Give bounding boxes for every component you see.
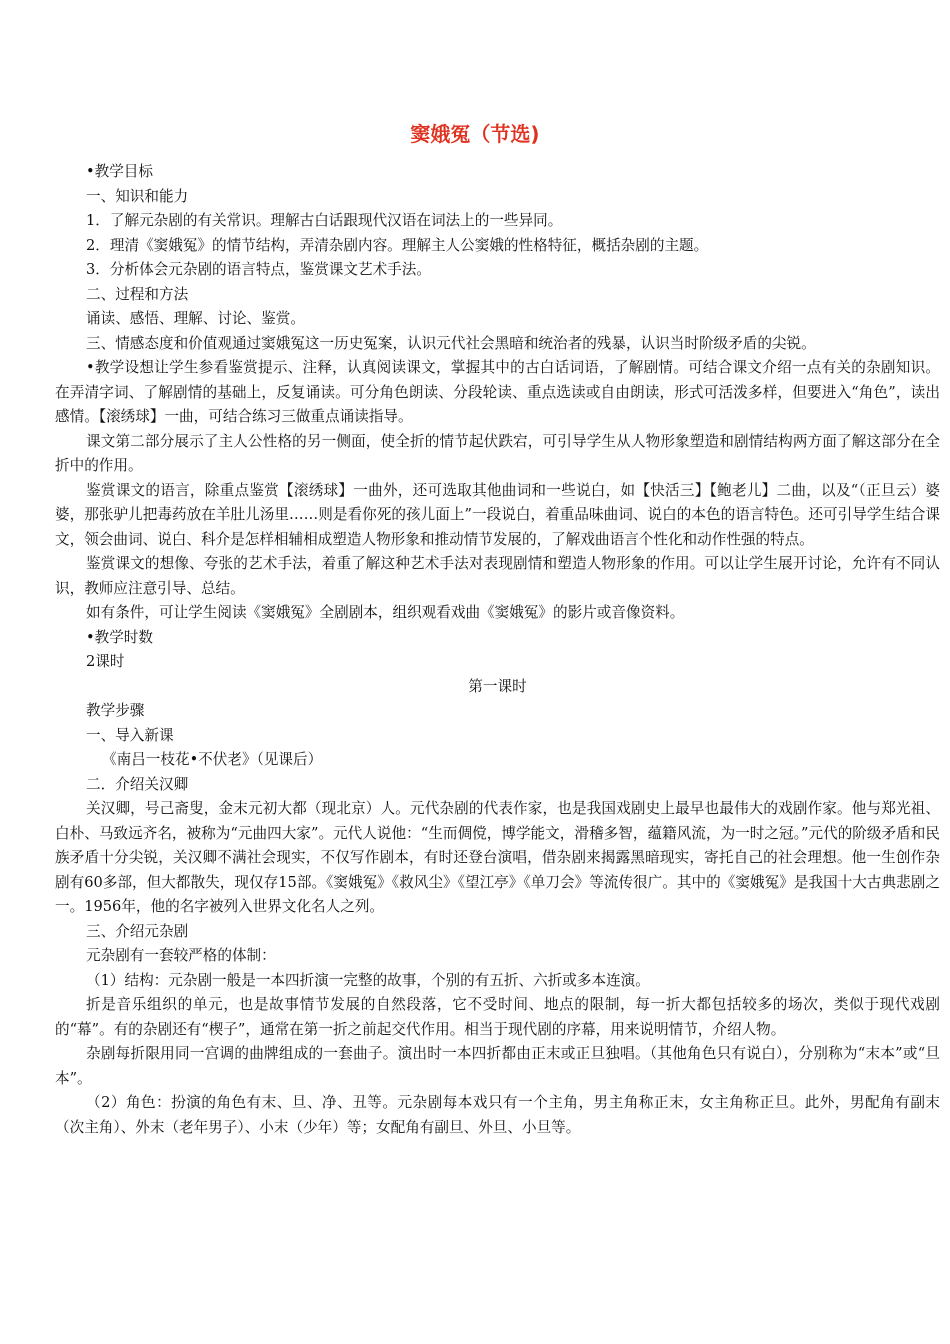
section-heading: •教学目标	[86, 163, 153, 180]
body-paragraph: 诵读、感悟、理解、讨论、鉴赏。	[86, 310, 305, 327]
body-paragraph: 鉴赏课文的语言，除重点鉴赏【滚绣球】一曲外，还可选取其他曲词和一些说白，如【快活三】【鲍老儿】二曲，以及“（正旦云）婆婆，那张驴儿把毒药放在羊肚儿汤里……则是看你死的孩儿面上”一段说白，着重品味曲词、说白的本色的语言特色。还可引导学生结合课文，领会曲词、说白、科介是怎样相辅相成塑造人物形象和推动情节发展的，了解戏曲语言个性化和动作性强的特点。	[55, 481, 940, 548]
body-paragraph: 折是音乐组织的单元，也是故事情节发展的自然段落，它不受时间、地点的限制，每一折大都包括较多的场次，类似于现代戏剧的“幕”。有的杂剧还有“楔子”，通常在第一折之前起交代作用。相当于现代剧的序幕，用来说明情节，介绍人物。	[55, 996, 940, 1038]
body-paragraph: 鉴赏课文的想像、夸张的艺术手法，着重了解这种艺术手法对表现剧情和塑造人物形象的作用。可以让学生展开讨论，允许有不同认识，教师应注意引导、总结。	[55, 555, 940, 597]
body-paragraph: 如有条件，可让学生阅读《窦娥冤》全剧剧本，组织观看戏曲《窦娥冤》的影片或音像资料。	[86, 604, 685, 621]
body-paragraph: （2）角色：扮演的角色有末、旦、净、丑等。元杂剧每本戏只有一个主角，男主角称正末，女主角称正旦。此外，男配角有副末（次主角）、外末（老年男子）、小末（少年）等；女配角有副旦、外旦、小旦等。	[55, 1094, 940, 1136]
page-title: 窦娥冤（节选)	[410, 122, 540, 146]
subsection-heading: 教学步骤	[86, 702, 145, 719]
list-item: 2．理清《窦娥冤》的情节结构，弄清杂剧内容。理解主人公窦娥的性格特征，概括杂剧的主题。	[86, 236, 709, 254]
subsection-heading: 一、导入新课	[86, 726, 174, 744]
section-heading: •教学时数	[86, 628, 153, 646]
body-paragraph: 课文第二部分展示了主人公性格的另一侧面，使全折的情节起伏跌宕，可引导学生从人物形象塑造和剧情结构两方面了解这部分在全折中的作用。	[55, 432, 940, 474]
body-paragraph: 元杂剧有一套较严格的体制：	[86, 947, 276, 964]
body-paragraph: 《南吕一枝花•不伏老》（见课后）	[102, 751, 323, 768]
list-item: 3．分析体会元杂剧的语言特点，鉴赏课文艺术手法。	[86, 261, 431, 278]
subsection-heading: 三、介绍元杂剧	[86, 922, 189, 940]
document-body	[55, 160, 940, 1140]
body-paragraph: 2课时	[86, 653, 125, 670]
body-paragraph: 杂剧每折限用同一宫调的曲牌组成的一套曲子。演出时一本四折都由正末或正旦独唱。（其他角色只有说白），分别称为“末本”或“旦本”。	[55, 1045, 940, 1087]
body-paragraph: •教学设想让学生参看鉴赏提示、注释，认真阅读课文，掌握其中的古白话词语，了解剧情。可结合课文介绍一点有关的杂剧知识。在弄清字词、了解剧情的基础上，反复诵读。可分角色朗读、分段轮读、重点选读或自由朗读，形式可活泼多样，但要进入“角色”，读出感情。【滚绣球】一曲，可结合练习三做重点诵读指导。	[55, 359, 940, 425]
body-paragraph: （1）结构：元杂剧一般是一本四折演一完整的故事，个别的有五折、六折或多本连演。	[86, 971, 650, 989]
subsection-heading: 二．介绍关汉卿	[86, 775, 189, 793]
subsection-heading: 二、过程和方法	[86, 285, 189, 303]
subsection-heading: 一、知识和能力	[86, 187, 189, 205]
list-item: 1．了解元杂剧的有关常识。理解古白话跟现代汉语在词法上的一些异同。	[86, 212, 563, 229]
lesson-heading: 第一课时	[468, 677, 527, 695]
body-paragraph: 三、情感态度和价值观通过窦娥冤这一历史冤案，认识元代社会黑暗和统治者的残暴，认识当时阶级矛盾的尖锐。	[86, 334, 816, 352]
body-paragraph: 关汉卿，号己斋叟，金末元初大都（现北京）人。元代杂剧的代表作家，也是我国戏剧史上最早也最伟大的戏剧作家。他与郑光祖、白朴、马致远齐名，被称为“元曲四大家”。元代人说他：“生而倜傥，博学能文，滑稽多智，蕴籍风流，为一时之冠。”元代的阶级矛盾和民族矛盾十分尖锐，关汉卿不满社会现实，不仅写作剧本，有时还登台演唱，借杂剧来揭露黑暗现实，寄托自己的社会理想。他一生创作杂剧有60多部，但大都散失，现仅存15部。《窦娥冤》《救风尘》《望江亭》《单刀会》等流传很广。其中的《窦娥冤》是我国十大古典悲剧之一。1956年，他的名字被列入世界文化名人之列。	[55, 800, 940, 915]
